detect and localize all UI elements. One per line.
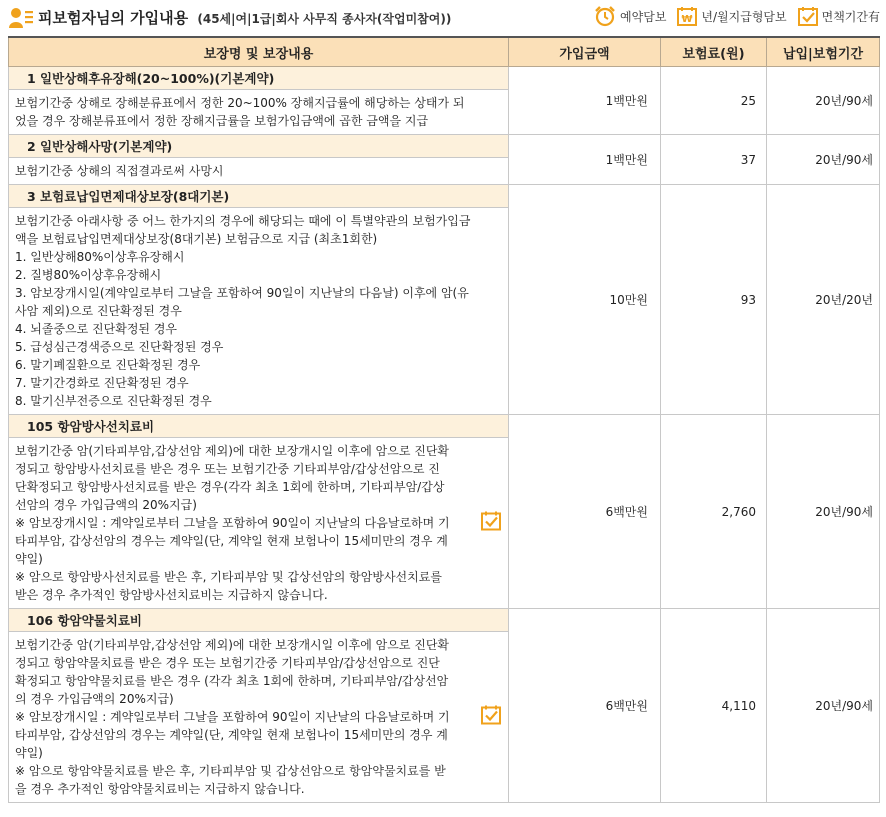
legend-exemption: [797, 5, 880, 27]
coverage-description: [9, 90, 509, 135]
svg-text:₩: ₩: [681, 14, 693, 25]
description-line: 정되고 항암약물치료를 받은 경우 또는 보험기간중 기타피부암/갑상선암으로 진단: [15, 656, 440, 670]
description-line: 액을 보험료납입면제대상보장(8대기본) 보험금으로 지급 (최초1회한): [15, 232, 378, 246]
coverage-name: 105 항암방사선치료비: [9, 415, 509, 438]
coverage-table: [8, 36, 880, 803]
description-line: 선암의 경우 가입금액의 20%지급): [15, 498, 197, 512]
description-line: 었을 경우 장해분류표에서 정한 장해지급률을 보험가입금액에 곱한 금액을 지급: [15, 114, 429, 128]
col-header-amount: 가입금액: [509, 37, 661, 67]
won-calendar-icon: [676, 5, 698, 27]
insured-summary: (45세|여|1급|회사 사무직 종사자(작업미참여)): [197, 12, 452, 26]
page-header: [0, 0, 886, 36]
description-line: 3. 암보장개시일(계약일로부터 그날을 포함하여 90일이 지난날의 다음날) 이후에 암(유: [15, 286, 469, 300]
coverage-description: [9, 438, 509, 609]
description-line: 약일): [15, 552, 43, 566]
col-header-term: 납입|보험기간: [767, 37, 880, 67]
description-line: 보험기간중 상해의 직접결과로써 사망시: [15, 164, 224, 178]
coverage-description: [9, 158, 509, 185]
description-line: 확정되고 항암약물치료를 받은 경우 (각각 최초 1회에 한하며, 기타피부암/갑상선암: [15, 674, 449, 688]
coverage-name-row: [9, 415, 880, 438]
description-line: 5. 급성심근경색증으로 진단확정된 경우: [15, 340, 224, 354]
description-line: 사암 제외)으로 진단확정된 경우: [15, 304, 182, 318]
description-line: 약일): [15, 746, 43, 760]
coverage-description: [9, 632, 509, 803]
coverage-name: 1 일반상해후유장해(20~100%)(기본계약): [9, 67, 509, 90]
coverage-description: [9, 208, 509, 415]
checked-calendar-icon: [480, 704, 502, 731]
coverage-premium: 25: [661, 67, 767, 135]
coverage-name: 2 일반상해사망(기본계약): [9, 135, 509, 158]
description-line: 보험기간중 아래사항 중 어느 한가지의 경우에 해당되는 때에 이 특별약관의 보험가입금: [15, 214, 471, 228]
description-line: 정되고 항암방사선치료를 받은 경우 또는 보험기간중 기타피부암/갑상선암으로 진: [15, 462, 440, 476]
legend-annuity: [676, 5, 786, 27]
coverage-term: 20년/20년: [767, 185, 880, 415]
description-line: ※ 암으로 항암약물치료를 받은 후, 기타피부암 및 갑상선암으로 항암약물치료를 받: [15, 764, 446, 778]
coverage-premium: 37: [661, 135, 767, 185]
col-header-coverage: 보장명 및 보장내용: [9, 37, 509, 67]
description-line: 1. 일반상해80%이상후유장해시: [15, 250, 185, 264]
description-line: ※ 암보장개시일 : 계약일로부터 그날을 포함하여 90일이 지난날의 다음날로하며 기: [15, 710, 450, 724]
icon-legend: [593, 5, 880, 27]
coverage-amount: 6백만원: [509, 415, 661, 609]
coverage-premium: 2,760: [661, 415, 767, 609]
coverage-amount: 1백만원: [509, 67, 661, 135]
description-line: 4. 뇌졸중으로 진단확정된 경우: [15, 322, 177, 336]
legend-reserved: [593, 5, 666, 27]
coverage-premium: 4,110: [661, 609, 767, 803]
description-line: 7. 말기간경화로 진단확정된 경우: [15, 376, 189, 390]
description-line: 타피부암, 갑상선암의 경우는 계약일(단, 계약일 현재 보험나이 15세미만의 경우 계: [15, 728, 448, 742]
legend-label: 년/월지급형담보: [701, 9, 787, 24]
legend-label: 예약담보: [620, 9, 667, 24]
description-line: 보험기간중 암(기타피부암,갑상선암 제외)에 대한 보장개시일 이후에 암으로 진단확: [15, 444, 450, 458]
table-header-row: [9, 37, 880, 67]
coverage-amount: 10만원: [509, 185, 661, 415]
coverage-term: 20년/90세: [767, 609, 880, 803]
col-header-premium: 보험료(원): [661, 37, 767, 67]
description-line: ※ 암보장개시일 : 계약일로부터 그날을 포함하여 90일이 지난날의 다음날로하며 기: [15, 516, 450, 530]
description-line: 보험기간중 암(기타피부암,갑상선암 제외)에 대한 보장개시일 이후에 암으로 진단확: [15, 638, 450, 652]
coverage-name: 106 항암약물치료비: [9, 609, 509, 632]
page-title: [38, 7, 451, 28]
description-line: 을 경우 추가적인 항암약물치료비는 지급하지 않습니다.: [15, 782, 305, 796]
coverage-amount: 1백만원: [509, 135, 661, 185]
title-text: 피보험자님의 가입내용: [38, 9, 189, 27]
description-line: 단확정되고 항암방사선치료를 받은 경우(각각 최초 1회에 한하며, 기타피부암/갑상: [15, 480, 445, 494]
coverage-name-row: [9, 135, 880, 158]
description-line: ※ 암으로 항암방사선치료를 받은 후, 기타피부암 및 갑상선암의 항암방사선치료를: [15, 570, 442, 584]
description-line: 8. 말기신부전증으로 진단확정된 경우: [15, 394, 212, 408]
checked-calendar-icon: [797, 5, 819, 27]
person-list-icon: [8, 6, 34, 30]
legend-label: 면책기간有: [821, 9, 880, 24]
coverage-term: 20년/90세: [767, 135, 880, 185]
coverage-premium: 93: [661, 185, 767, 415]
coverage-term: 20년/90세: [767, 415, 880, 609]
description-line: 2. 질병80%이상후유장해시: [15, 268, 162, 282]
coverage-term: 20년/90세: [767, 67, 880, 135]
description-line: 받은 경우 추가적인 항암방사선치료비는 지급하지 않습니다.: [15, 588, 328, 602]
coverage-name-row: [9, 185, 880, 208]
description-line: 의 경우 가입금액의 20%지급): [15, 692, 174, 706]
coverage-rows: [9, 67, 880, 803]
checked-calendar-icon: [480, 510, 502, 537]
description-line: 보험기간중 상해로 장해분류표에서 정한 20~100% 장해지급률에 해당하는 상태가 되: [15, 96, 465, 110]
description-line: 타피부암, 갑상선암의 경우는 계약일(단, 계약일 현재 보험나이 15세미만의 경우 계: [15, 534, 448, 548]
description-line: 6. 말기폐질환으로 진단확정된 경우: [15, 358, 201, 372]
coverage-name-row: [9, 609, 880, 632]
coverage-amount: 6백만원: [509, 609, 661, 803]
alarm-clock-icon: [593, 5, 617, 27]
coverage-name-row: [9, 67, 880, 90]
coverage-name: 3 보험료납입면제대상보장(8대기본): [9, 185, 509, 208]
